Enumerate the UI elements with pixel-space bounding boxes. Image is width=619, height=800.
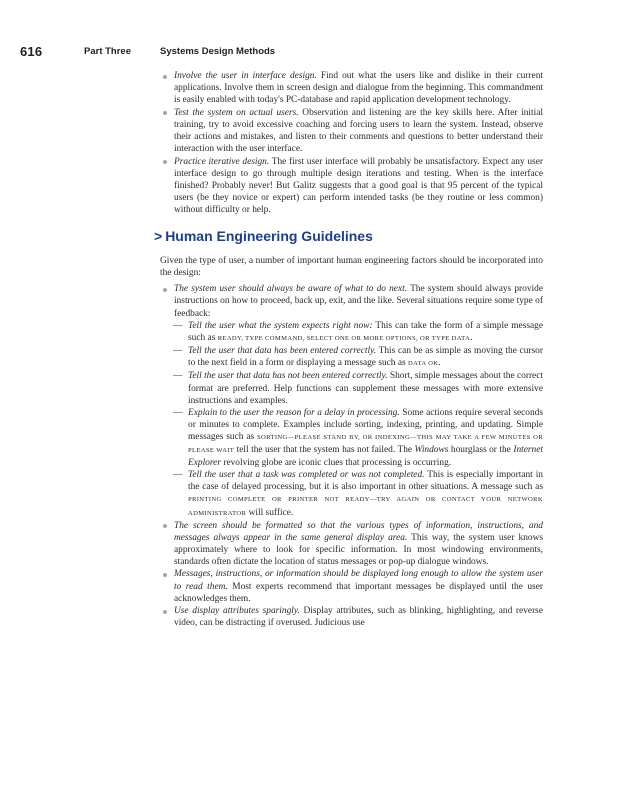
bullet-lead: Involve the user in interface design.: [174, 71, 317, 81]
chapter-title: Systems Design Methods: [160, 46, 276, 57]
sub-text: This can take the form of a simple message such as: [188, 321, 544, 344]
sub-item-entered-correctly: [160, 345, 543, 370]
bullet-text: Display attributes, such as blinking, highlighting, and reverse video, can be distracting if overused. Judicious use: [174, 606, 543, 629]
bullet-test-system: [160, 107, 543, 155]
sub-lead: Tell the user that data has been entered correctly.: [188, 346, 377, 357]
part-label: Part Three: [84, 46, 131, 57]
bullet-lead: Messages, instructions, or information should be displayed long enough to allow the system user to read them.: [174, 569, 543, 592]
bullet-text: Find out what the users like and dislike in their current applications. Involve them in screen design and dialogue from the beginning. This commandment is easily enabled with today's PC-database and rapid application development technology.: [174, 71, 543, 106]
section-intro: Given the type of user, a number of important human engineering factors should be incorporated into the design:: [160, 256, 543, 279]
bullet-text: Most experts recommend that important messages be displayed until the user acknowledges them.: [174, 581, 543, 604]
sub-text: Short, simple messages about the correct format are preferred. Help functions can supplement these messages with more extensive instructions and examples.: [188, 371, 543, 406]
sub-text: Some actions require several seconds or minutes to complete. Examples include sorting, indexing, printing, and updating. Simple messages such as: [188, 407, 544, 442]
sub-lead: Explain to the user the reason for a delay in processing.: [188, 407, 400, 418]
bullet-text: Observation and listening are the key skills here. After initial training, try to avoid excessive coaching and forcing users to learn the system. Instead, observe their actions and mistakes, and listen to their comments and questions to better understand their interaction with the user interface.: [174, 107, 543, 155]
dash-mark: —: [173, 346, 183, 357]
section-heading: [154, 228, 543, 244]
bullet-lead: Use display attributes sparingly.: [174, 606, 300, 617]
message-example: READY, TYPE COMMAND, SELECT ONE OR MORE OPTIONS, OR TYPE DATA: [217, 335, 471, 343]
section-title: Human Engineering Guidelines: [165, 228, 373, 245]
sub-lead: Tell the user that a task was completed or was not completed.: [188, 470, 425, 481]
page-number: 616: [20, 44, 43, 59]
bullet-iterative-design: [160, 156, 543, 216]
bullet-involve-user: [160, 70, 543, 106]
sub-text: revolving globe are iconic clues that processing is occurring.: [220, 458, 452, 469]
sub-lead: Tell the user that data has not been entered correctly.: [188, 371, 388, 382]
bullet-lead: The screen should be formatted so that the various types of information, instructions, and messages always appear in the same general display area.: [174, 520, 543, 543]
message-example: SORTING—PLEASE STAND BY, OR INDEXING—THIS MAY TAKE A FEW MINUTES OR PLEASE WAIT: [188, 433, 543, 455]
guideline-aware-next: [160, 283, 543, 319]
bullet-lead: Test the system on actual users.: [174, 107, 299, 118]
product-name: Windows: [414, 445, 449, 456]
dash-mark: —: [173, 321, 183, 332]
guideline-display-long-enough: [160, 568, 543, 604]
product-name: Internet Explorer: [188, 445, 544, 469]
dash-mark: —: [173, 470, 183, 481]
sub-text: .: [470, 333, 473, 344]
bullet-text: This way, the system user knows approximately where to look for specific information. In most windowing environments, standards often dictate the location of status messages or pop-up dialogue windows.: [174, 532, 543, 567]
sub-text: hourglass or the: [448, 445, 514, 456]
bullet-lead: The system user should always be aware of what to do next.: [174, 284, 408, 295]
sub-lead: Tell the user what the system expects right now:: [188, 321, 373, 332]
sub-text: will suffice.: [246, 507, 294, 518]
message-example: DATA OK: [408, 360, 439, 368]
guideline-display-attributes: [160, 605, 543, 629]
sub-text: This is especially important in the case of delayed processing, but it is also important in other situations. A message such as: [188, 470, 543, 493]
sub-item-task-completed: [160, 469, 543, 519]
bullet-lead: Practice iterative design.: [174, 156, 270, 167]
sub-item-expects: [160, 320, 543, 345]
sub-item-delay: [160, 407, 543, 469]
sub-text: tell the user that the system has not failed. The: [234, 445, 415, 456]
dash-mark: —: [173, 407, 183, 418]
dash-mark: —: [173, 371, 183, 382]
guideline-screen-format: [160, 520, 543, 568]
section-marker: >: [154, 228, 163, 245]
sub-text: This can be as simple as moving the cursor to the next field in a form or displaying a message such as: [188, 346, 543, 369]
bullet-text: The first user interface will probably be unsatisfactory. Expect any user interface design to go through multiple design iterations and testing. When is the interface finished? Probably never! But Galitz suggests that a good goal is that 95 percent of the typical users (be they novice or expert) can perform intended tasks (be they routine or less common) without difficulty or help.: [174, 156, 543, 216]
sub-item-not-entered-correctly: [160, 370, 543, 406]
sub-text: .: [438, 358, 441, 369]
bullet-text: The system should always provide instructions on how to proceed, back up, exit, and the like. Several situations require some type of feedback:: [174, 284, 543, 319]
message-example: PRINTING COMPLETE OR PRINTER NOT READY—TRY AGAIN OR CONTACT YOUR NETWORK ADMINISTRATOR: [188, 496, 543, 517]
page-body: [154, 70, 544, 630]
